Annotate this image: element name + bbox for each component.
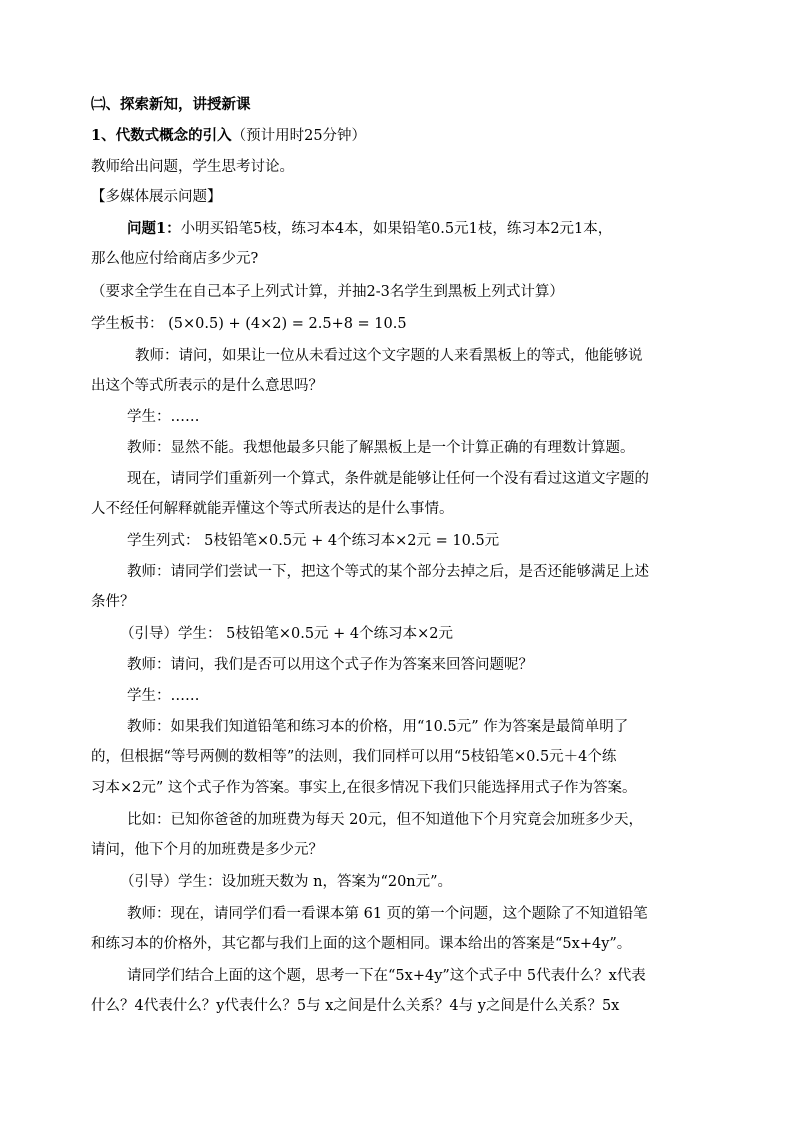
sub-heading-note: （预计用时25分钟）: [231, 128, 367, 144]
media-label: 【多媒体展示问题】: [91, 189, 222, 205]
now-paragraph-cont: 人不经任何解释就能弄懂这个等式所表达的是什么事情。: [91, 501, 454, 517]
teacher-explain-5-cont2: 习本×2元” 这个式子作为答案。事实上,在很多情况下我们只能选择用式子作为答案。: [91, 780, 637, 796]
now-paragraph: 现在，请同学们重新列一个算式，条件就是能够让任何一个没有看过这道文字题的: [127, 471, 649, 487]
guide-student-1: （引导）学生： 5枝铅笔×0.5元 + 4个练习本×2元: [120, 626, 454, 642]
teacher-explain-6: 教师：现在，请同学们看一看课本第 61 页的第一个问题，这个题除了不知道铅笔: [127, 906, 648, 922]
section-heading: ㈡、探索新知，讲授新课: [91, 96, 251, 113]
teacher-question-3: 教师：请同学们尝试一下，把这个等式的某个部分去掉之后，是否还能够满足上述: [127, 564, 649, 580]
student-formula-line: 学生列式： 5枝铅笔×0.5元 + 4个练习本×2元 = 10.5元: [127, 533, 500, 549]
teacher-explain-6-cont: 和练习本的价格外，其它都与我们上面的这个题相同。课本给出的答案是“5x+4y”。: [91, 936, 632, 952]
sub-heading: [91, 126, 366, 146]
teacher-reply-2: 教师：显然不能。我想他最多只能了解黑板上是一个计算正确的有理数计算题。: [127, 440, 635, 456]
problem1-label: 问题1：: [127, 220, 181, 237]
intro-line: 教师给出问题，学生思考讨论。: [91, 159, 294, 175]
example-paragraph: 比如：已知你爸爸的加班费为每天 20元，但不知道他下个月究竟会加班多少天，: [127, 812, 644, 828]
teacher-explain-5-cont: 的，但根据“等号两侧的数相等”的法则，我们同样可以用“5枝铅笔×0.5元＋4个练: [91, 749, 617, 765]
teacher-question-3-cont: 条件？: [91, 594, 135, 610]
board-work-line: 学生板书： (5×0.5) + (4×2) = 2.5+8 = 10.5: [91, 316, 407, 332]
think-paragraph-cont: 什么？4代表什么？y代表什么？5与 x之间是什么关系？4与 y之间是什么关系？5x: [91, 998, 620, 1014]
problem1-line: [127, 219, 612, 239]
teacher-question-1-cont: 出这个等式所表示的是什么意思吗？: [91, 378, 323, 394]
teacher-explain-5: 教师：如果我们知道铅笔和练习本的价格，用“10.5元” 作为答案是最简单明了: [127, 719, 629, 735]
sub-heading-title: 1、代数式概念的引入: [91, 127, 232, 144]
student-reply-1: 学生：……: [127, 409, 200, 425]
requirement-line: （要求全学生在自己本子上列式计算，并抽2-3名学生到黑板上列式计算）: [91, 284, 564, 300]
think-paragraph: 请同学们结合上面的这个题，思考一下在“5x+4y”这个式子中 5代表什么？x代表: [127, 968, 646, 984]
teacher-question-4: 教师：请问，我们是否可以用这个式子作为答案来回答问题呢？: [127, 657, 533, 673]
guide-student-2: （引导）学生：设加班天数为 n，答案为“20n元”。: [120, 874, 453, 890]
problem1-text: 小明买铅笔5枝，练习本4本，如果铅笔0.5元1枝，练习本2元1本，: [180, 221, 613, 237]
problem1-text-cont: 那么他应付给商店多少元?: [91, 251, 259, 267]
example-paragraph-cont: 请问，他下个月的加班费是多少元？: [91, 842, 323, 858]
student-reply-2: 学生：……: [127, 688, 200, 704]
teacher-question-1: 教师：请问，如果让一位从未看过这个文字题的人来看黑板上的等式，他能够说: [135, 348, 643, 364]
